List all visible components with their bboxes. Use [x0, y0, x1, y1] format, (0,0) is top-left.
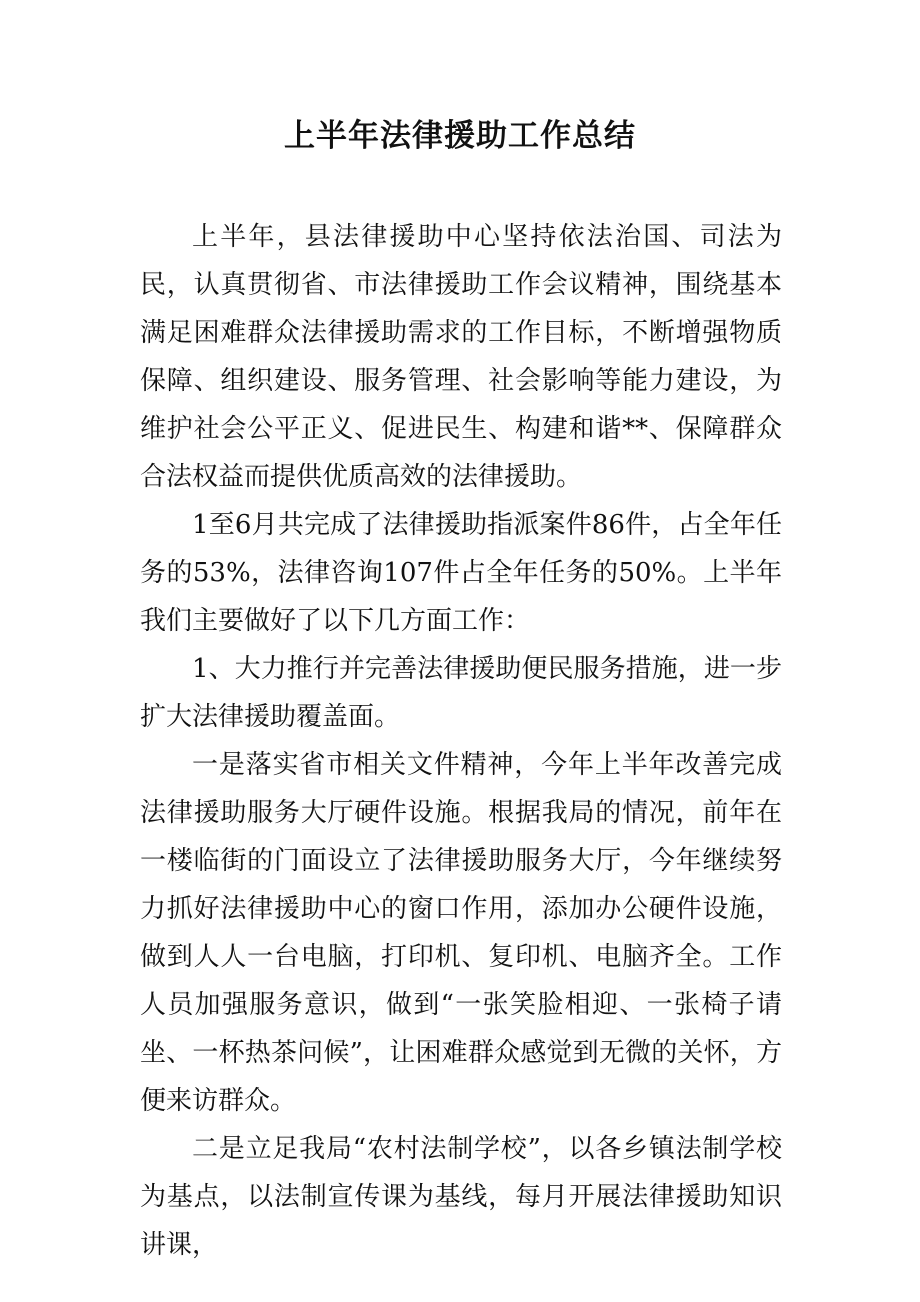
document-title: 上半年法律援助工作总结: [284, 118, 636, 154]
paragraph-statistics: 1至6月共完成了法律援助指派案件86件，占全年任务的53%，法律咨询107件占全年任务的50%。上半年我们主要做好了以下几方面工作：: [140, 510, 782, 636]
paragraph-section-heading: 1、大力推行并完善法律援助便民服务措施，进一步扩大法律援助覆盖面。: [140, 654, 782, 732]
document-body: [140, 213, 782, 1269]
paragraph-intro: 上半年，县法律援助中心坚持依法治国、司法为民，认真贯彻省、市法律援助工作会议精神，围绕基本满足困难群众法律援助需求的工作目标，不断增强物质保障、组织建设、服务管理、社会影响等能力建设，为维护社会公平正义、促进民生、构建和谐**、保障群众合法权益而提供优质高效的法律援助。: [140, 222, 782, 492]
paragraph-point-two: 二是立足我局“农村法制学校”，以各乡镇法制学校为基点，以法制宣传课为基线，每月开展法律援助知识讲课，: [140, 1134, 782, 1260]
paragraph-point-one: 一是落实省市相关文件精神，今年上半年改善完成法律援助服务大厅硬件设施。根据我局的情况，前年在一楼临街的门面设立了法律援助服务大厅，今年继续努力抓好法律援助中心的窗口作用，添加办公硬件设施，做到人人一台电脑，打印机、复印机、电脑齐全。工作人员加强服务意识，做到“一张笑脸相迎、一张椅子请坐、一杯热茶问候”，让困难群众感觉到无微的关怀，方便来访群众。: [140, 750, 782, 1116]
